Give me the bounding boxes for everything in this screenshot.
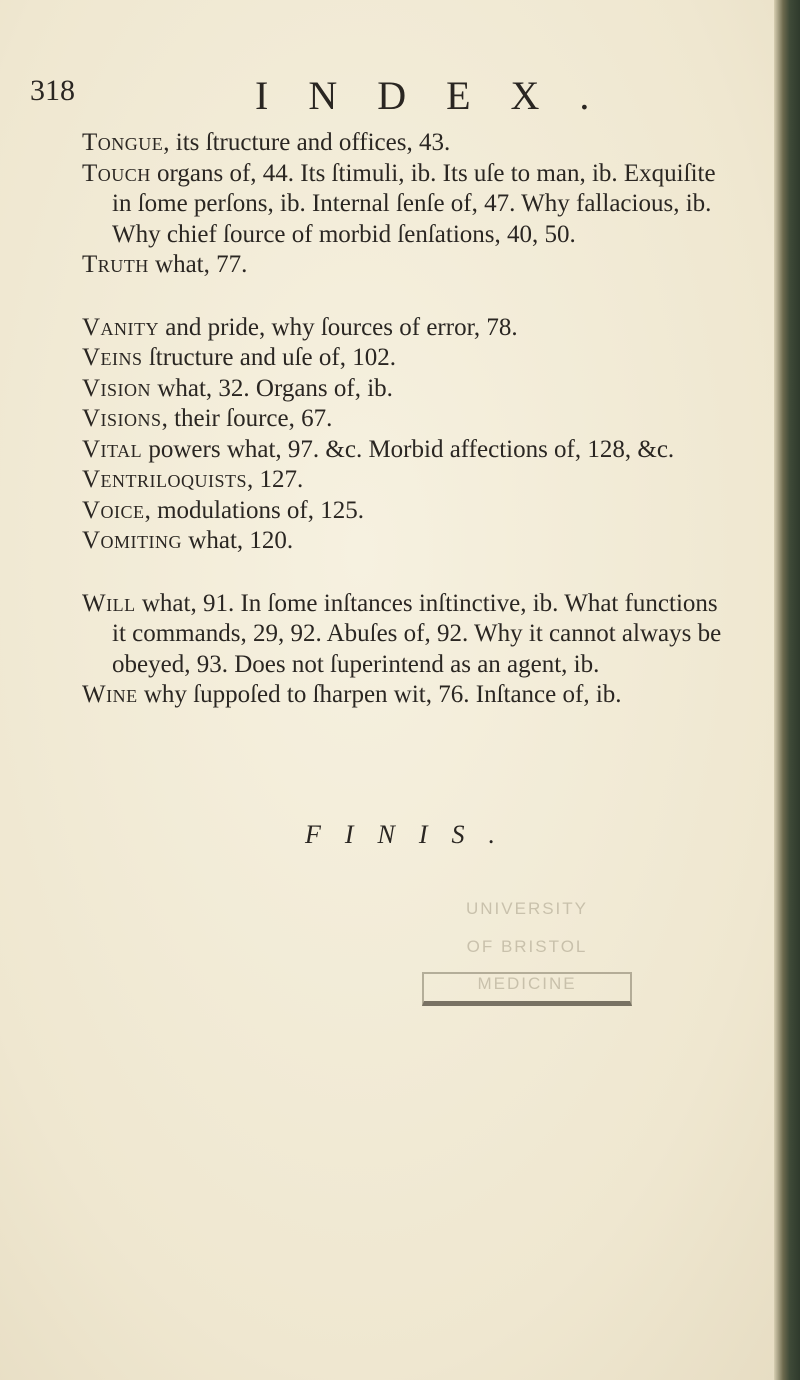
index-entry-vision: Vision what, 32. Organs of, ib.	[82, 374, 393, 402]
entry-headword: Visions	[82, 405, 162, 432]
entry-headword: Vision	[82, 374, 152, 402]
page-header	[30, 72, 730, 122]
stamp-line-2: OF BRISTOL	[466, 937, 588, 956]
entry-headword: Will	[82, 589, 136, 617]
index-entry-vital: Vital powers what, 97. &c. Morbid affections of, 128, &c.	[82, 435, 675, 463]
entry-headword: Touch	[82, 159, 151, 187]
index-entry-visions: Visions, their ſource, 67.	[82, 405, 333, 432]
finis-text: FINIS.	[305, 820, 520, 849]
page-number: 318	[30, 74, 75, 107]
index-entry-voice: Voice, modulations of, 125.	[82, 496, 364, 524]
entry-headword: Voice	[82, 496, 145, 524]
entry-headword: Wine	[82, 681, 138, 708]
entry-headword: Vanity	[82, 313, 160, 341]
index-entry-wine: Wine why ſuppoſed to ſharpen wit, 76. Inſtance of, ib.	[82, 681, 622, 708]
index-entry-vanity: Vanity and pride, why ſources of error, 78.	[82, 313, 518, 341]
index-entry-ventriloquists: Ventriloquists, 127.	[82, 466, 304, 493]
stamp-line-1: UNIVERSITY	[465, 899, 589, 918]
page-edge	[774, 0, 800, 1380]
entry-headword: Tongue	[82, 129, 164, 156]
index-entry-touch: Touch organs of, 44. Its ſtimuli, ib. Its uſe to man, ib. Exquiſite in ſome perſons, ib. Internal ſenſe of, 47. Why fallacious, ib. Why chief ſource of morbid ſenſations, 40, 50.	[82, 159, 716, 248]
entry-headword: Truth	[82, 251, 149, 278]
stamp-line-3: MEDICINE	[477, 974, 577, 993]
library-stamp	[412, 890, 642, 1010]
entry-headword: Vital	[82, 435, 143, 463]
entry-headword: Vomiting	[82, 527, 183, 554]
index-entry-will: Will what, 91. In ſome inſtances inſtinctive, ib. What functions it commands, 29, 92. Abuſes of, 92. Why it cannot always be obeyed, 93. Does not ſuperintend as an agent, ib.	[82, 589, 722, 678]
index-entry-tongue: Tongue, its ſtructure and offices, 43.	[82, 129, 451, 156]
entry-headword: Veins	[82, 344, 143, 371]
entry-headword: Ventriloquists	[82, 466, 248, 493]
index-entry-vomiting: Vomiting what, 120.	[82, 527, 294, 554]
index-entry-truth: Truth what, 77.	[82, 251, 248, 278]
running-head: INDEX.	[255, 73, 630, 118]
index-entry-veins: Veins ſtructure and uſe of, 102.	[82, 344, 396, 371]
section-gap	[82, 557, 722, 589]
section-gap	[82, 281, 722, 313]
index-list	[82, 128, 722, 711]
stamp-box	[422, 972, 632, 1006]
